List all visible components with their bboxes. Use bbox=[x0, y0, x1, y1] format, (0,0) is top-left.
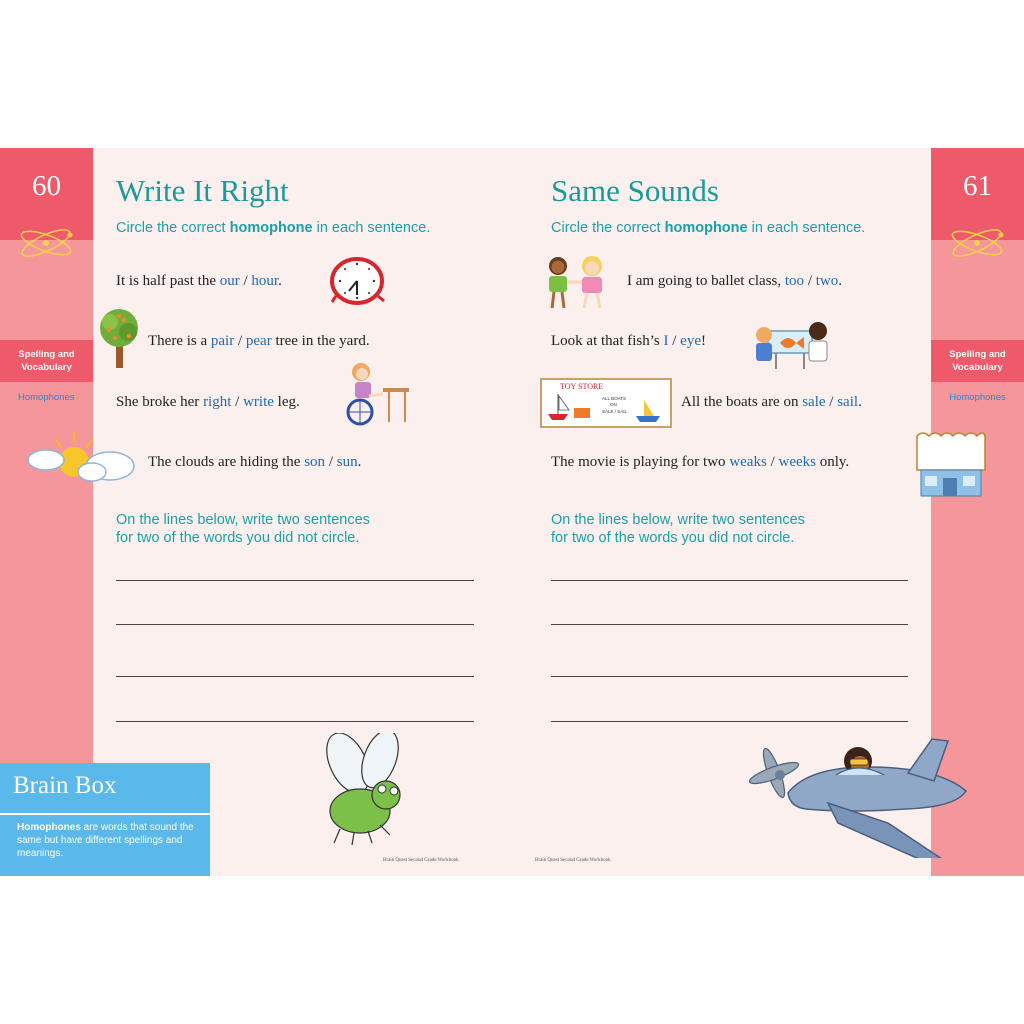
homophone-option[interactable]: eye bbox=[680, 333, 701, 349]
writing-line[interactable] bbox=[116, 721, 474, 722]
homophone-option[interactable]: hour bbox=[251, 273, 279, 289]
topic-label: Homophones bbox=[949, 392, 1006, 403]
left-sentence-1: It is half past the our / hour. bbox=[116, 273, 282, 289]
sun-clouds-icon bbox=[26, 430, 136, 492]
right-page-number: 61 bbox=[963, 170, 992, 202]
left-sentence-4: The clouds are hiding the son / sun. bbox=[148, 454, 362, 470]
workbook-spread bbox=[0, 148, 1024, 876]
toy-store-sign-title: TOY STORE bbox=[560, 382, 604, 391]
clock-icon bbox=[328, 256, 390, 308]
section-tab-line2: Vocabulary bbox=[952, 362, 1003, 373]
homophone-option[interactable]: too bbox=[784, 273, 805, 289]
section-tab-line2: Vocabulary bbox=[21, 362, 72, 373]
writing-line[interactable] bbox=[551, 676, 908, 677]
writing-line[interactable] bbox=[116, 624, 474, 625]
atom-icon bbox=[0, 183, 93, 263]
fly-icon bbox=[310, 733, 420, 848]
section-tab-line1: Spelling and bbox=[949, 349, 1006, 360]
left-instruction: Circle the correct homophone in each sentence. bbox=[116, 220, 431, 236]
girls-walking-icon bbox=[540, 254, 620, 312]
homophone-option[interactable]: sale bbox=[802, 394, 826, 410]
left-sentence-3: She broke her right / write leg. bbox=[116, 394, 300, 410]
atom-icon bbox=[931, 183, 1024, 263]
homophone-option[interactable]: sail bbox=[837, 394, 859, 410]
toy-store-sign-line: ALL BOATS bbox=[602, 396, 627, 401]
toy-store-sign-line: SALE / SAIL bbox=[602, 409, 628, 414]
homophone-option[interactable]: right bbox=[203, 394, 232, 410]
homophone-option[interactable]: weaks bbox=[729, 454, 767, 470]
brain-box-text: Homophones are words that sound the same but have different spellings and meanings. bbox=[17, 822, 194, 859]
airplane-icon bbox=[748, 733, 976, 858]
girl-wheelchair-icon bbox=[343, 360, 413, 428]
kids-fish-tank-icon bbox=[750, 313, 830, 371]
right-sentence-2: Look at that fish’s I / eye! bbox=[551, 333, 706, 349]
right-writing-note bbox=[551, 511, 805, 547]
note-line-1: On the lines below, write two sentences bbox=[551, 512, 805, 528]
homophone-option[interactable]: our bbox=[219, 273, 240, 289]
brain-box bbox=[0, 763, 210, 876]
note-line-2: for two of the words you did not circle. bbox=[116, 530, 360, 546]
right-instruction: Circle the correct homophone in each sentence. bbox=[551, 220, 866, 236]
homophone-option[interactable]: sun bbox=[336, 454, 358, 470]
right-sentence-1: I am going to ballet class, too / two. bbox=[627, 273, 842, 289]
left-footer: Brain Quest Second Grade Workbook bbox=[383, 858, 459, 863]
brain-box-title: Brain Box bbox=[13, 772, 117, 799]
topic-label: Homophones bbox=[18, 392, 75, 403]
writing-line[interactable] bbox=[551, 580, 908, 581]
homophone-option[interactable]: I bbox=[663, 333, 669, 349]
writing-line[interactable] bbox=[551, 624, 908, 625]
left-page-title: Write It Right bbox=[116, 173, 289, 208]
right-page-title: Same Sounds bbox=[551, 173, 719, 208]
section-tab bbox=[931, 340, 1024, 382]
homophone-option[interactable]: pear bbox=[245, 333, 272, 349]
toy-store-sign-line: ON bbox=[610, 402, 617, 407]
right-sentence-4: The movie is playing for two weaks / weeks only. bbox=[551, 454, 850, 470]
right-sentence-3: All the boats are on sale / sail. bbox=[681, 394, 862, 410]
note-line-2: for two of the words you did not circle. bbox=[551, 530, 795, 546]
brain-box-divider bbox=[0, 813, 210, 815]
movie-theater-icon bbox=[913, 428, 989, 500]
homophone-option[interactable]: weeks bbox=[778, 454, 816, 470]
writing-line[interactable] bbox=[116, 580, 474, 581]
homophone-option[interactable]: write bbox=[243, 394, 274, 410]
section-tab bbox=[0, 340, 93, 382]
homophone-option[interactable]: pair bbox=[210, 333, 235, 349]
left-page-number: 60 bbox=[32, 170, 61, 202]
writing-line[interactable] bbox=[116, 676, 474, 677]
note-line-1: On the lines below, write two sentences bbox=[116, 512, 370, 528]
homophone-option[interactable]: son bbox=[304, 454, 326, 470]
left-sentence-2: There is a pair / pear tree in the yard. bbox=[148, 333, 370, 349]
writing-line[interactable] bbox=[551, 721, 908, 722]
homophone-option[interactable]: two bbox=[815, 273, 839, 289]
pear-tree-icon bbox=[97, 308, 143, 370]
left-writing-note bbox=[116, 511, 370, 547]
right-footer: Brain Quest Second Grade Workbook bbox=[535, 858, 611, 863]
section-tab-line1: Spelling and bbox=[18, 349, 75, 360]
toy-store-sign-icon bbox=[540, 378, 672, 428]
